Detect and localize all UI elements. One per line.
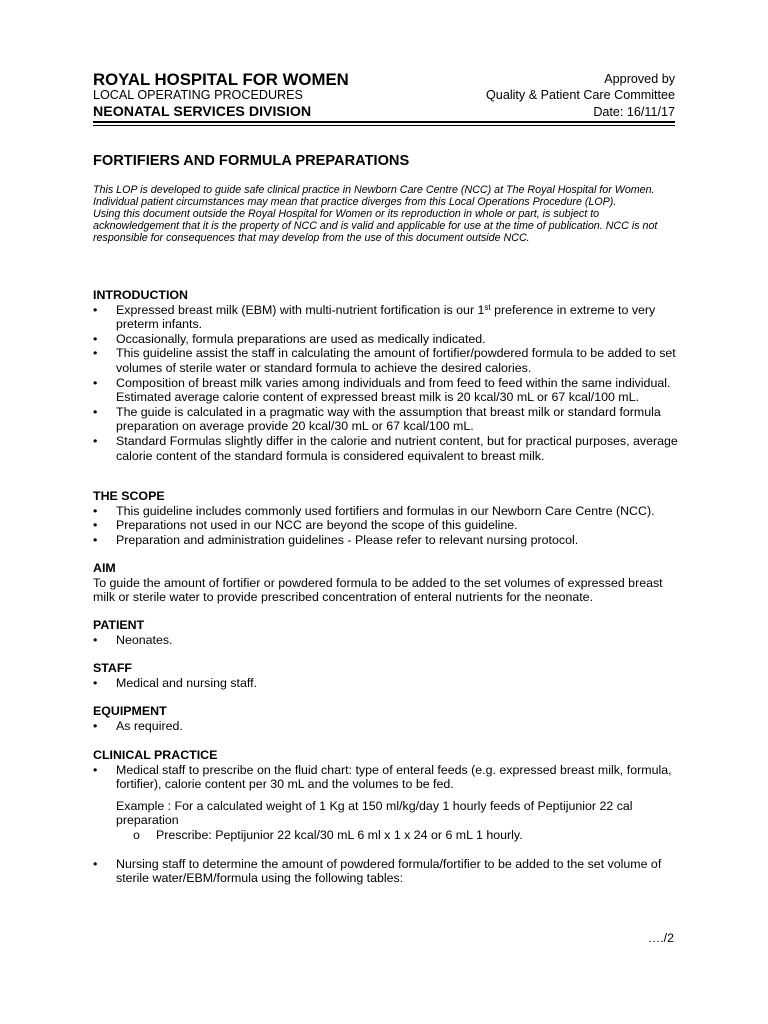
section-heading: AIM [93,561,116,575]
aim-text: To guide the amount of fortifier or powdered formula to be added to the set volumes of expressed breast milk or sterile water to provide prescribed concentration of enteral nutrients for the neonate. [93,575,663,605]
clinical-practice-section [93,748,683,886]
list-item: • This guideline assist the staff in calculating the amount of fortifier/powdered formula to be added to set volumes of sterile water or standard formula to achieve the desired calories. [93,346,683,375]
list-item: • Medical staff to prescribe on the fluid chart: type of enteral feeds (e.g. expressed breast milk, formula, fortifier), calorie content per 30 mL and the volumes to be fed. [93,763,683,792]
aim-section [93,561,683,605]
list-item: • Standard Formulas slightly differ in the calorie and nutrient content, but for practical purposes, average calorie content of the standard formula is considered equivalent to breast milk. [93,434,683,463]
list-item: • Composition of breast milk varies among individuals and from feed to feed within the same individual. Estimated average calorie content of expressed breast milk is 20 kcal/30 mL or 67 kcal/100 mL. [93,376,683,405]
hospital-name: ROYAL HOSPITAL FOR WOMEN [93,70,349,89]
equipment-section [93,704,683,733]
staff-section [93,661,683,690]
committee-name: Quality & Patient Care Committee [486,88,675,102]
approval-date: Date: 16/11/17 [593,105,675,119]
section-heading: CLINICAL PRACTICE [93,748,218,762]
document-title: FORTIFIERS AND FORMULA PREPARATIONS [93,153,410,169]
disclaimer-paragraph: Using this document outside the Royal Hospital for Women or its reproduction in whole or part, is subject to acknowledgement that it is the property of NCC and is valid and applicable for use at the time of publication. NCC is not responsible for consequences that may develop from the use of this document outside NCC. [93,208,658,245]
section-heading: INTRODUCTION [93,288,188,302]
procedures-label: LOCAL OPERATING PROCEDURES [93,88,303,102]
example-text: Example : For a calculated weight of 1 Kg at 150 ml/kg/day 1 hourly feeds of Peptijunior 22 cal preparation [116,798,633,828]
scope-section [93,489,683,547]
list-item: • Occasionally, formula preparations are used as medically indicated. [93,332,683,347]
list-item: • Neonates. [93,633,683,648]
disclaimer [93,184,673,244]
list-item: • This guideline includes commonly used fortifiers and formulas in our Newborn Care Centre (NCC). [93,504,683,519]
section-heading: THE SCOPE [93,489,165,503]
patient-section [93,618,683,647]
section-heading: STAFF [93,661,132,675]
introduction-section [93,288,683,463]
list-item: • As required. [93,719,683,734]
header [93,70,675,120]
list-item: • The guide is calculated in a pragmatic way with the assumption that breast milk or standard formula preparation on average provide 20 kcal/30 mL or 67 kcal/100 mL. [93,405,683,434]
section-heading: PATIENT [93,618,145,632]
section-heading: EQUIPMENT [93,704,167,718]
list-item: • Medical and nursing staff. [93,676,683,691]
list-item: • Expressed breast milk (EBM) with multi-nutrient fortification is our 1st preference in extreme to very preterm infants. [93,303,683,332]
approved-by: Approved by [604,72,675,86]
list-item: • Preparation and administration guidelines - Please refer to relevant nursing protocol. [93,533,683,548]
sub-list-item: o Prescribe: Peptijunior 22 kcal/30 mL 6 ml x 1 x 24 or 6 mL 1 hourly. [116,828,683,843]
list-item: • Nursing staff to determine the amount of powdered formula/fortifier to be added to the set volume of sterile water/EBM/formula using the following tables: [93,857,683,886]
page-number: …./2 [647,931,674,945]
list-item: • Preparations not used in our NCC are beyond the scope of this guideline. [93,518,683,533]
disclaimer-paragraph: This LOP is developed to guide safe clinical practice in Newborn Care Centre (NCC) at The Royal Hospital for Women. Individual patient circumstances may mean that practice diverges from this Local Operations Procedure (LOP). [93,184,655,209]
division-name: NEONATAL SERVICES DIVISION [93,104,312,120]
header-rule-thin [93,125,675,126]
header-rule-thick [93,121,675,123]
